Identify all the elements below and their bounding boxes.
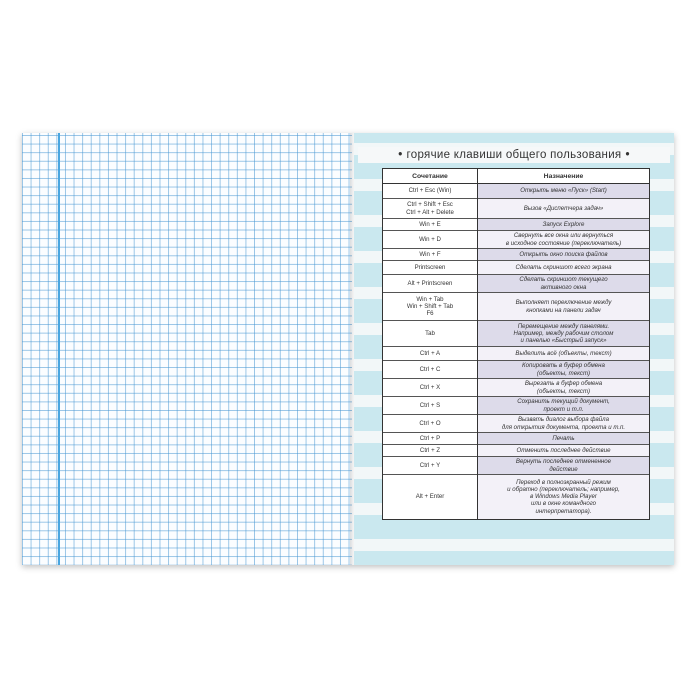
hotkey-text: Win + F bbox=[419, 250, 441, 258]
hotkey-cell bbox=[383, 293, 478, 321]
purpose-text: активного окна bbox=[540, 283, 587, 291]
hotkeys-page bbox=[354, 133, 674, 565]
purpose-text: Вернуть последнее отмененное bbox=[515, 458, 612, 466]
graph-paper-page bbox=[22, 133, 352, 565]
purpose-text: Вырезать в буфер обмена bbox=[524, 380, 603, 388]
hotkey-text: Printscreen bbox=[414, 263, 446, 271]
hotkey-cell bbox=[383, 379, 478, 397]
hotkey-cell bbox=[383, 321, 478, 347]
purpose-text: Печать bbox=[552, 434, 575, 442]
hotkey-text: Ctrl + X bbox=[419, 383, 441, 391]
purpose-text: Сделать скриншот текущего bbox=[519, 276, 608, 284]
purpose-cell bbox=[478, 261, 650, 275]
purpose-text: интерпретатора). bbox=[535, 507, 592, 515]
table-row bbox=[383, 275, 649, 293]
purpose-text: действие bbox=[549, 465, 578, 473]
purpose-text: Вызов «Диспетчера задач» bbox=[523, 204, 604, 212]
hotkey-cell bbox=[383, 199, 478, 219]
table-row bbox=[383, 361, 649, 379]
hotkey-cell bbox=[383, 275, 478, 293]
purpose-text: Перемещение между панелями. bbox=[517, 322, 610, 330]
purpose-text: Выделить всё (объекты, текст) bbox=[515, 349, 612, 357]
purpose-text: и обратно (переключатель; например, bbox=[507, 485, 620, 493]
hotkey-text: Ctrl + Z bbox=[419, 446, 441, 454]
table-row bbox=[383, 457, 649, 475]
bullet-icon: • bbox=[398, 149, 403, 161]
table-row bbox=[383, 433, 649, 445]
purpose-text: Свернуть все окна или вернуться bbox=[513, 232, 614, 240]
hotkey-text: Win + Shift + Tab bbox=[406, 302, 454, 310]
table-row bbox=[383, 379, 649, 397]
purpose-cell bbox=[478, 445, 650, 457]
purpose-cell bbox=[478, 397, 650, 415]
purpose-text: Открыть меню «Пуск» (Start) bbox=[520, 187, 607, 195]
purpose-text: проект и т.п. bbox=[543, 405, 584, 413]
purpose-cell bbox=[478, 184, 650, 199]
purpose-text: или в окне командного bbox=[530, 500, 597, 508]
table-row bbox=[383, 219, 649, 231]
hotkey-text: Ctrl + S bbox=[419, 401, 441, 409]
purpose-text: (объекты, текст) bbox=[536, 369, 591, 377]
purpose-cell bbox=[478, 249, 650, 261]
table-row bbox=[383, 415, 649, 433]
table-row bbox=[383, 475, 649, 519]
purpose-cell bbox=[478, 199, 650, 219]
table-row bbox=[383, 249, 649, 261]
hotkeys-table bbox=[382, 168, 650, 520]
page-heading bbox=[358, 147, 670, 163]
heading-text: горячие клавиши общего пользования bbox=[406, 149, 622, 161]
purpose-text: Запуск Explore bbox=[542, 220, 585, 228]
hotkey-cell bbox=[383, 415, 478, 433]
purpose-text: Копировать в буфер обмена bbox=[522, 362, 605, 370]
purpose-cell bbox=[478, 361, 650, 379]
table-row bbox=[383, 397, 649, 415]
table-row bbox=[383, 184, 649, 199]
table-row bbox=[383, 261, 649, 275]
purpose-cell bbox=[478, 293, 650, 321]
hotkey-cell bbox=[383, 361, 478, 379]
purpose-cell bbox=[478, 379, 650, 397]
purpose-text: Отменить последнее действие bbox=[516, 446, 611, 454]
hotkey-cell bbox=[383, 445, 478, 457]
hotkey-cell bbox=[383, 433, 478, 445]
table-row bbox=[383, 445, 649, 457]
purpose-cell bbox=[478, 415, 650, 433]
hotkey-text: Win + E bbox=[419, 220, 441, 228]
hotkey-text: Alt + Printscreen bbox=[407, 279, 453, 287]
hotkey-text: Ctrl + C bbox=[419, 365, 441, 373]
purpose-text: Выполняет переключение между bbox=[515, 299, 612, 307]
purpose-text: Сделать скриншот всего экрана bbox=[515, 263, 612, 271]
purpose-text: в исходное состояние (переключатель) bbox=[505, 239, 622, 247]
hotkey-cell bbox=[383, 261, 478, 275]
hotkey-text: Ctrl + O bbox=[419, 419, 441, 427]
purpose-text: Переход в полноэкранный режим bbox=[516, 478, 611, 486]
hotkey-text: Win + Tab bbox=[416, 295, 444, 303]
purpose-text: для открытия документа, проекта и т.п. bbox=[501, 423, 626, 431]
purpose-text: Сохранить текущий документ, bbox=[517, 398, 610, 406]
purpose-cell bbox=[478, 231, 650, 249]
hotkey-cell bbox=[383, 457, 478, 475]
purpose-text: Вызвать диалог выбора файла bbox=[517, 416, 610, 424]
hotkey-cell bbox=[383, 347, 478, 361]
table-row bbox=[383, 347, 649, 361]
table-row bbox=[383, 293, 649, 321]
purpose-cell bbox=[478, 275, 650, 293]
hotkey-text: Alt + Enter bbox=[415, 493, 445, 501]
hotkey-text: Ctrl + Y bbox=[419, 461, 441, 469]
hotkey-text: F6 bbox=[426, 310, 434, 318]
purpose-cell bbox=[478, 347, 650, 361]
hotkey-cell bbox=[383, 219, 478, 231]
hotkey-cell bbox=[383, 231, 478, 249]
purpose-cell bbox=[478, 321, 650, 347]
table-row bbox=[383, 199, 649, 219]
column-header-keys: Сочетание bbox=[383, 169, 478, 184]
purpose-text: (объекты, текст) bbox=[536, 387, 591, 395]
table-header-row bbox=[383, 169, 649, 184]
hotkey-text: Win + D bbox=[419, 235, 441, 243]
table-row bbox=[383, 321, 649, 347]
hotkey-text: Ctrl + A bbox=[419, 349, 441, 357]
table-row bbox=[383, 231, 649, 249]
purpose-text: Открыть окно поиска файлов bbox=[519, 250, 608, 258]
hotkey-cell bbox=[383, 397, 478, 415]
bullet-icon: • bbox=[625, 149, 630, 161]
hotkey-text: Ctrl + Shift + Esc bbox=[407, 201, 453, 209]
margin-line bbox=[58, 133, 60, 565]
hotkey-text: Ctrl + Esc (Win) bbox=[408, 187, 452, 195]
notebook-spread bbox=[22, 133, 674, 565]
purpose-cell bbox=[478, 475, 650, 519]
purpose-text: Например, между рабочим столом bbox=[513, 329, 614, 337]
hotkey-text: Ctrl + P bbox=[419, 434, 441, 442]
hotkey-cell bbox=[383, 249, 478, 261]
hotkey-text: Tab bbox=[425, 329, 435, 337]
purpose-cell bbox=[478, 457, 650, 475]
hotkey-cell bbox=[383, 475, 478, 519]
purpose-text: и панелью «Быстрый запуск» bbox=[520, 337, 607, 345]
hotkey-cell bbox=[383, 184, 478, 199]
purpose-text: кнопками на панели задач bbox=[526, 306, 601, 314]
purpose-cell bbox=[478, 219, 650, 231]
hotkey-text: Ctrl + Alt + Delete bbox=[406, 208, 454, 216]
purpose-cell bbox=[478, 433, 650, 445]
column-header-purpose: Назначение bbox=[478, 169, 650, 184]
purpose-text: в Windows Media Player bbox=[530, 493, 597, 501]
